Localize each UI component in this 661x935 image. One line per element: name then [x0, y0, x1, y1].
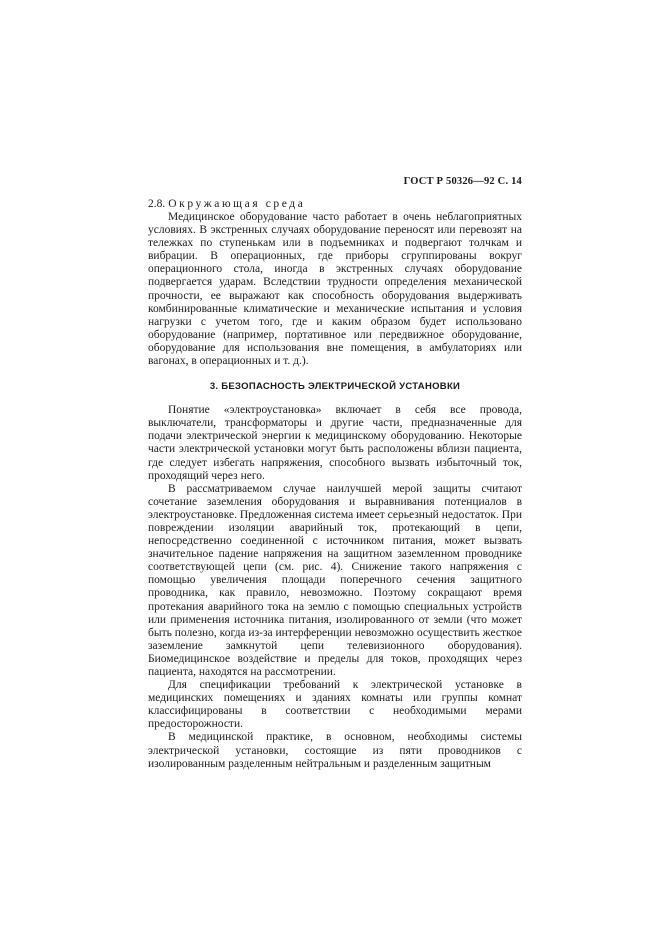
- chapter-3-paragraph-1: Понятие «электроустановка» включает в себя все провода, выключатели, трансформаторы и другие части, предназначенные для подачи электрической энергии к медицинскому оборудованию. Некоторые части электрической установки могут быть расположены вблизи пациента, где следует избегать напряжения, способного вызвать избыточный ток, проходящий через него.: [148, 404, 522, 482]
- page-content: [148, 198, 522, 771]
- page-header-doc-ref: ГОСТ Р 50326—92 С. 14: [403, 176, 522, 187]
- chapter-3-paragraph-3: Для спецификации требований к электрической установке в медицинских помещениях и зданиях комнаты или группы комнат классифицированы в соответствии с необходимыми мерами предосторожности.: [148, 679, 522, 731]
- chapter-title: 3. БЕЗОПАСНОСТЬ ЭЛЕКТРИЧЕСКОЙ УСТАНОВКИ: [209, 381, 461, 393]
- section-2-8-paragraph: Медицинское оборудование часто работает в очень неблагоприятных условиях. В экстренных случаях оборудование переносят или перевозят на тележках по ступенькам или в подъемниках и подвергают толчкам и вибрации. В операционных, где приборы сгруппированы вокруг операционного стола, иногда в экстренных случаях оборудование подвергается ударам. Вследствии трудности определения механической прочности, ее выражают как способность оборудования выдерживать комбинированные климатические и механические испытания и условия нагрузки с учетом того, где и каким образом будет использовано оборудование (например, портативное или передвижное оборудование, оборудование для использования вне помещения, в амбулаториях или вагонах, в операционных и т. д.).: [148, 211, 522, 368]
- section-heading: [148, 198, 522, 211]
- chapter-3-paragraph-4: В медицинской практике, в основном, необходимы системы электрической установки, состоящие из пяти проводников с изолированным разделенным нейтральным и разделенным защитным: [148, 731, 522, 770]
- chapter-3-paragraph-2: В рассматриваемом случае наилучшей мерой защиты считают сочетание заземления оборудования и выравнивания потенциалов в электроустановке. Предложенная система имеет серьезный недостаток. При повреждении изоляции аварийный ток, протекающий в цепи, непосредственно соединенной с источником питания, может вызвать значительное падение напряжения на защитном заземленном проводнике соответствующей цепи (см. рис. 4). Снижение такого напряжения с помощью увеличения площади поперечного сечения защитного проводника, как правило, невозможно. Поэтому сокращают время протекания аварийного тока на землю с помощью специальных устройств или применения источника питания, изолированного от земли (что может быть полезно, когда из-за интерференции невозможно осуществить жесткое заземление замкнутой цепи телевизионного оборудования). Биомедицинское воздействие и пределы для токов, проходящих через пациента, находятся на рассмотрении.: [148, 482, 522, 678]
- section-title: Окружающая среда: [168, 198, 306, 210]
- section-number: 2.8.: [148, 198, 166, 210]
